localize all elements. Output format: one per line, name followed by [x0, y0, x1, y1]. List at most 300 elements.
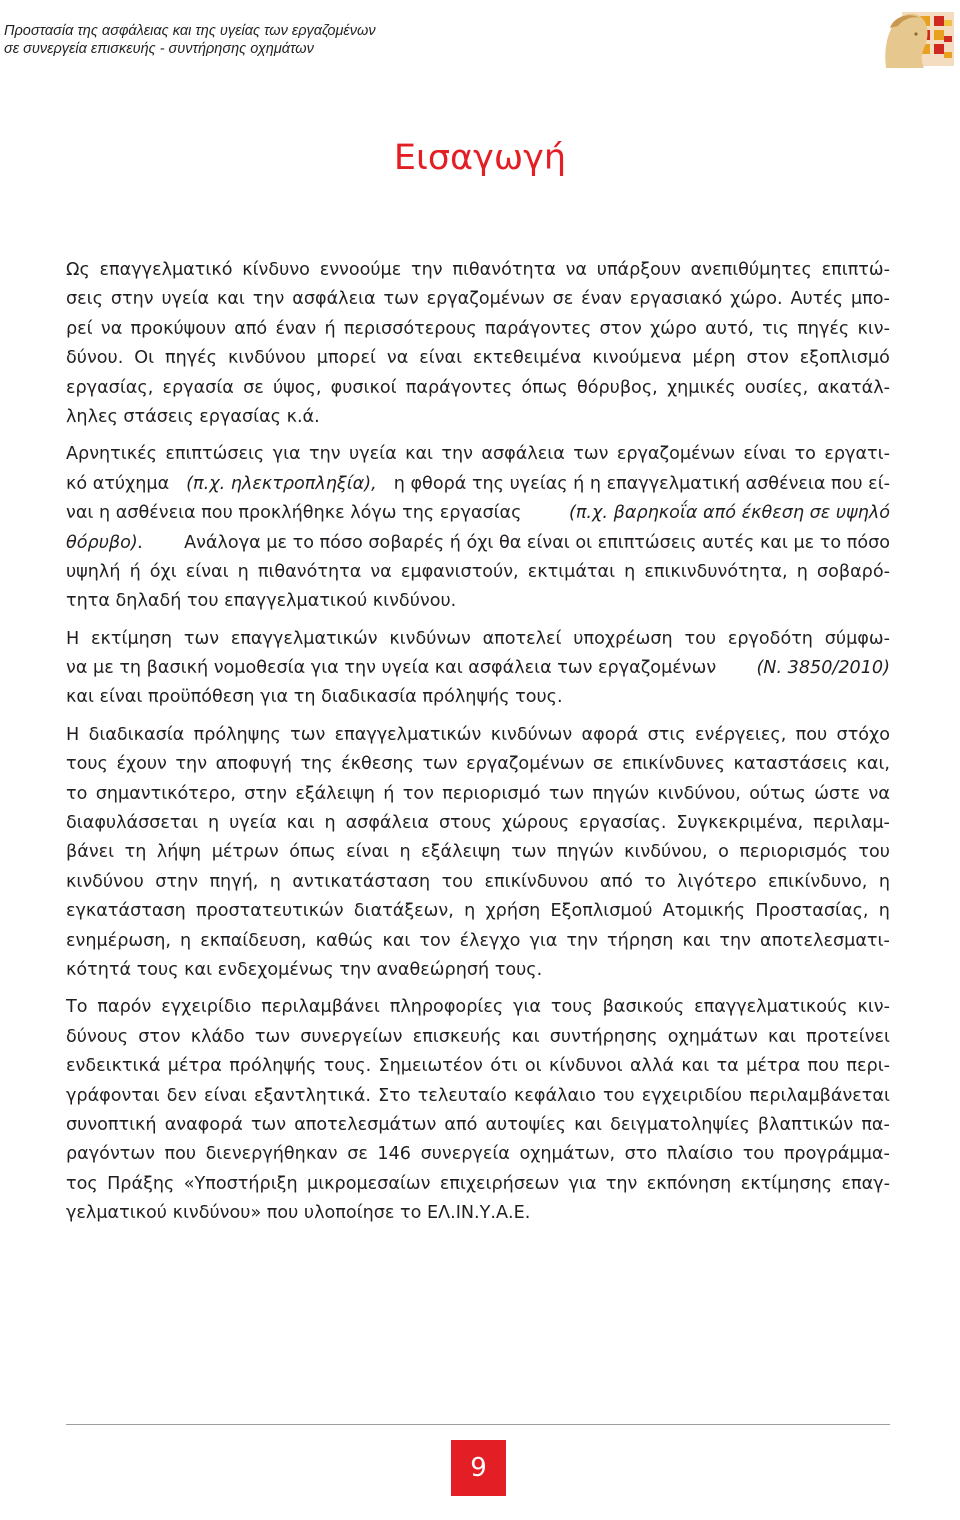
word: από	[444, 1114, 478, 1135]
word: εξαντλητικά.	[253, 1085, 371, 1106]
word: ύψος,	[272, 377, 322, 398]
word: επαγγελματικών	[230, 628, 378, 649]
word: ασφάλεια	[345, 813, 430, 834]
text-line	[66, 470, 890, 499]
word: στις	[647, 724, 686, 745]
head-bust-logo-icon	[880, 6, 956, 72]
word: θόρυβος,	[576, 377, 658, 398]
word: μπορεί	[316, 348, 376, 369]
word: επικίνδυνο,	[768, 871, 868, 892]
text-line	[66, 499, 890, 528]
word: καθώς	[315, 930, 374, 951]
word: όχι	[149, 561, 177, 582]
paragraph-gap	[66, 617, 890, 625]
text-line	[66, 654, 890, 683]
body-text	[66, 256, 890, 1229]
text-line	[66, 1140, 890, 1169]
word: ενέργειες,	[694, 724, 787, 745]
word: την	[719, 930, 751, 951]
word: έκθεσης	[341, 754, 414, 775]
word: εξάλειψη	[421, 842, 501, 863]
word: ενημέρωση,	[66, 930, 171, 951]
word: το	[794, 444, 816, 465]
word: πηγών	[556, 842, 614, 863]
text-line	[66, 558, 890, 587]
text-line	[66, 897, 890, 926]
text-line	[66, 403, 890, 432]
word: ακατάλ-	[817, 377, 890, 398]
word: μέτρων	[211, 842, 279, 863]
word: μπο-	[850, 289, 890, 310]
footer-divider	[66, 1424, 890, 1425]
word: συνοπτική	[66, 1114, 157, 1135]
word: χώρο	[650, 318, 697, 339]
italic-text-segment: (π.χ. ηλεκτροπληξία),	[186, 473, 377, 494]
word: την	[252, 289, 285, 310]
word: τος	[66, 1173, 98, 1194]
word: και	[405, 444, 434, 465]
word: την	[441, 444, 473, 465]
word: είναι	[185, 561, 229, 582]
word: τη	[124, 842, 147, 863]
text-line	[66, 1023, 890, 1052]
word: και	[511, 1026, 540, 1047]
word: και	[768, 1026, 796, 1047]
page-number-box	[451, 1440, 506, 1496]
word: κινδύνων	[490, 724, 573, 745]
word: αναφορά	[164, 1114, 243, 1135]
text-line	[66, 1052, 890, 1081]
text-line	[66, 625, 890, 654]
word: γράφονται	[66, 1085, 160, 1106]
word: διενεργήθηκαν	[205, 1144, 338, 1165]
word: υπάρξουν	[596, 260, 681, 280]
word: και	[682, 930, 711, 951]
word: κιν-	[857, 997, 890, 1018]
word: του	[603, 1085, 635, 1106]
word: αποτελεσμάτων	[294, 1114, 437, 1135]
word: στην	[110, 289, 154, 310]
word: οχημάτων,	[519, 1144, 616, 1165]
word: κινδύνου,	[657, 783, 741, 804]
word: εργοδότη	[727, 628, 813, 649]
word: εργασίας,	[66, 377, 154, 398]
word: εργαζομένων	[426, 289, 545, 310]
word: Προστασίας,	[755, 901, 869, 922]
word: και	[216, 289, 245, 310]
word: είναι	[419, 348, 463, 369]
text-line	[66, 838, 890, 867]
text-line	[66, 285, 890, 314]
paragraph	[66, 993, 890, 1228]
word: και	[286, 813, 315, 834]
word: των	[511, 842, 547, 863]
word: η	[269, 871, 281, 892]
word: που	[807, 1056, 840, 1077]
word: Πράξης	[107, 1173, 175, 1194]
word: διαδικασία	[88, 724, 185, 745]
word: χημικές	[666, 377, 736, 398]
word: εργασιακό	[629, 289, 723, 310]
word: η	[399, 842, 411, 863]
word: της	[300, 754, 333, 775]
word: παρόν	[97, 997, 152, 1018]
page-number: 9	[470, 1453, 487, 1483]
text-segment: να με τη βασική νομοθεσία για την υγεία και ασφάλεια των εργαζομένων	[66, 658, 717, 679]
word: των	[290, 724, 326, 745]
text-line	[66, 721, 890, 750]
text-line	[66, 315, 890, 344]
word: η	[237, 561, 249, 582]
word: εκπόνηση	[646, 1173, 732, 1194]
word: από	[234, 318, 268, 339]
word: ραγόντων	[66, 1144, 155, 1165]
word: την	[566, 930, 599, 951]
word: σε	[347, 1144, 368, 1165]
word: βάνει	[66, 842, 115, 863]
word: Η	[66, 628, 80, 649]
word: διατάξεων,	[353, 901, 454, 922]
word: ουσίες,	[744, 377, 809, 398]
word: εργασία	[162, 377, 234, 398]
word: ούτως	[749, 783, 806, 804]
word: Σημειωτέον	[378, 1056, 483, 1077]
word: χρήση	[485, 901, 541, 922]
word: που	[164, 1144, 197, 1165]
word: εκτίμησης	[740, 1173, 833, 1194]
word: βασικούς	[602, 997, 685, 1018]
word: κίνδυνοι	[548, 1056, 623, 1077]
word: χώρους	[501, 813, 570, 834]
word: του	[441, 871, 474, 892]
word: παράγοντες	[484, 318, 592, 339]
word: η	[208, 813, 220, 834]
word: αποτελεί	[482, 628, 562, 649]
word: των	[548, 783, 585, 804]
text-segment: ναι η ασθένεια που προκλήθηκε λόγω της εργασίας	[66, 503, 522, 524]
word: περιλαμβάνεται	[749, 1085, 890, 1106]
word: πα-	[861, 1114, 890, 1135]
text-line	[66, 683, 890, 712]
word: για	[272, 444, 301, 465]
italic-text-segment: θόρυβο).	[66, 532, 144, 553]
word: κινδύνων	[389, 628, 471, 649]
text-line	[66, 993, 890, 1022]
word: την	[309, 444, 341, 465]
italic-text-segment: (π.χ. βαρηκοΐα από έκθεση σε υψηλό	[568, 503, 890, 524]
word: επιχειρήσεων	[439, 1173, 560, 1194]
word: κίνδυνο	[242, 260, 310, 280]
word: σοβαρό-	[816, 561, 890, 582]
paragraph-gap	[66, 713, 890, 721]
word: επαγγελματικών	[334, 724, 482, 745]
word: μέτρα	[746, 1056, 801, 1077]
word: εκτίμηση	[91, 628, 173, 649]
paragraph	[66, 721, 890, 986]
word: φυσικοί	[330, 377, 397, 398]
word: είναι	[203, 1085, 247, 1106]
word: Ατομικής	[662, 901, 746, 922]
word: οχημάτων	[667, 1026, 758, 1047]
word: πληροφορίες	[389, 997, 504, 1018]
word: των	[383, 289, 419, 310]
word: του	[684, 628, 717, 649]
text-line	[66, 440, 890, 469]
word: προστατευτικών	[195, 901, 344, 922]
word: κινδύνου	[227, 348, 306, 369]
word: λιγότερο	[677, 871, 757, 892]
word: αντικατάσταση	[292, 871, 431, 892]
paragraph	[66, 256, 890, 432]
text-line	[66, 868, 890, 897]
word: επικινδυνότητα,	[644, 561, 788, 582]
word: έχουν	[116, 754, 167, 775]
word: την	[411, 260, 443, 280]
word: για	[568, 1173, 597, 1194]
paragraph	[66, 440, 890, 616]
text-line	[66, 1199, 890, 1228]
word: στον	[746, 348, 789, 369]
word: τήρηση	[607, 930, 674, 951]
word: επαγγελματικούς	[694, 997, 848, 1018]
word: αφορά	[581, 724, 639, 745]
text-segment: ληλες στάσεις εργασίας κ.ά.	[66, 406, 320, 427]
word: τον	[419, 930, 451, 951]
word: και	[681, 1056, 710, 1077]
word: επιπτώσεις	[165, 444, 265, 465]
word: η	[878, 871, 890, 892]
word: και	[382, 930, 411, 951]
word: η	[796, 561, 808, 582]
word: ή	[324, 318, 336, 339]
word: τους	[66, 754, 108, 775]
word: να	[100, 318, 123, 339]
word: κινούμενα	[592, 348, 682, 369]
word: για	[513, 997, 542, 1018]
word: η	[180, 930, 192, 951]
text-segment: γελματικού κινδύνου» που υλοποίησε το ΕΛ.ΙΝ.Υ.Α.Ε.	[66, 1203, 531, 1224]
word: η	[878, 901, 890, 922]
word: εργασίας.	[579, 813, 667, 834]
text-line	[66, 956, 890, 985]
word: εγκατάσταση	[66, 901, 186, 922]
word: την	[605, 1173, 638, 1194]
word: επιπτώ-	[821, 260, 890, 280]
word: τις	[762, 318, 790, 339]
word: να	[370, 561, 392, 582]
word: σεις	[66, 289, 103, 310]
word: περι-	[846, 1056, 890, 1077]
paragraph-gap	[66, 432, 890, 440]
paragraph	[66, 625, 890, 713]
word: ώστε	[814, 783, 861, 804]
word: πηγή,	[209, 871, 259, 892]
word: που	[795, 724, 828, 745]
word: συνεργείων	[300, 1026, 403, 1047]
word: επικίνδυνου	[484, 871, 589, 892]
word: τον	[402, 783, 434, 804]
word: από	[599, 871, 633, 892]
word: ότι	[490, 1056, 518, 1077]
word: έναν	[581, 289, 622, 310]
word: Οι	[134, 348, 155, 369]
word: για	[529, 930, 558, 951]
word: «Υποστήριξη	[183, 1173, 298, 1194]
word: και,	[856, 754, 890, 775]
word: των	[422, 754, 458, 775]
header-line-2: σε συνεργεία επισκευής - συντήρησης οχημάτων	[4, 41, 314, 57]
word: στον	[138, 1026, 181, 1047]
word: Αρνητικές	[66, 444, 157, 465]
word: Συγκεκριμένα,	[676, 813, 804, 834]
word: προτείνει	[806, 1026, 890, 1047]
word: δύνους	[66, 1026, 129, 1047]
word: εκπαίδευση,	[200, 930, 307, 951]
text-line	[66, 587, 890, 616]
word: επισκευής	[412, 1026, 502, 1047]
word: αλλά	[629, 1056, 674, 1077]
word: αυτό,	[705, 318, 754, 339]
word: σε	[552, 289, 574, 310]
page-title: Εισαγωγή	[393, 138, 567, 178]
word: εξοπλισμό	[799, 348, 890, 369]
text-line	[66, 780, 890, 809]
text-line	[66, 1111, 890, 1140]
word: περιορισμός	[739, 842, 848, 863]
word: κιν-	[857, 318, 890, 339]
word: πηγές	[797, 318, 850, 339]
word: αποφυγή	[215, 754, 292, 775]
italic-text-segment: (Ν. 3850/2010)	[756, 658, 890, 679]
word: των	[254, 1026, 291, 1047]
word: 146	[377, 1144, 412, 1165]
text-line	[66, 374, 890, 403]
word: προκύψουν	[130, 318, 226, 339]
text-line	[66, 1082, 890, 1111]
word: μέτρα	[167, 1056, 222, 1077]
word: λήψη	[156, 842, 202, 863]
word: εργαζομένων	[466, 754, 585, 775]
word: εμφανιστούν,	[400, 561, 519, 582]
word: σημαντικότερο,	[95, 783, 236, 804]
text-line	[66, 927, 890, 956]
word: υγεία	[349, 444, 397, 465]
word: εκτεθειμένα	[473, 348, 582, 369]
word: το	[66, 783, 88, 804]
word: κινδύνου,	[624, 842, 708, 863]
word: Ως	[66, 260, 90, 280]
word: να	[386, 348, 409, 369]
word: στο	[624, 1144, 658, 1165]
word: περισσότερους	[343, 318, 477, 339]
word: στους	[438, 813, 492, 834]
word: συνεργεία	[420, 1144, 510, 1165]
word: αυτοψίες	[485, 1114, 566, 1135]
word: δύνου.	[66, 348, 124, 369]
word: χώρο.	[730, 289, 783, 310]
word: σε	[592, 754, 614, 775]
word: κλάδο	[190, 1026, 245, 1047]
word: Εξοπλισμού	[550, 901, 653, 922]
word: υγεία	[229, 813, 277, 834]
word: τους	[550, 997, 593, 1018]
word: επαγ-	[841, 1173, 890, 1194]
word: δειγματοληψίες	[610, 1114, 750, 1135]
word: να	[868, 783, 890, 804]
word: όπως	[521, 377, 568, 398]
word: και	[574, 1114, 602, 1135]
word: υψηλή	[66, 561, 121, 582]
word: υγεία	[161, 289, 210, 310]
word: αποτελεσματι-	[760, 930, 890, 951]
word: εγχειρίδιο	[161, 997, 252, 1018]
text-line	[66, 750, 890, 779]
text-segment: η φθορά της υγείας ή η επαγγελματική ασθένεια που εί-	[393, 473, 890, 494]
word: ρεί	[66, 318, 93, 339]
word: υποχρέωση	[573, 628, 673, 649]
word: είναι	[743, 444, 787, 465]
text-segment: τητα δηλαδή του επαγγελματικού κινδύνου.	[66, 591, 457, 612]
text-line	[66, 344, 890, 373]
paragraph-gap	[66, 985, 890, 993]
word: πρόληψης	[193, 724, 281, 745]
word: είναι	[346, 842, 389, 863]
word: πηγές	[165, 348, 217, 369]
word: εργαζομένων	[616, 444, 735, 465]
word: διαφυλάσσεται	[66, 813, 199, 834]
word: έλεγχο	[459, 930, 521, 951]
word: τους.	[323, 1056, 372, 1077]
word: βλαπτικών	[757, 1114, 854, 1135]
word: του	[742, 1144, 775, 1165]
word: πιθανότητα	[257, 561, 362, 582]
word: περιλαμ-	[813, 813, 890, 834]
word: στην	[155, 871, 199, 892]
word: ο	[718, 842, 729, 863]
word: πιθανότητα	[452, 260, 556, 280]
word: ή	[383, 783, 395, 804]
word: ασφάλεια	[481, 444, 565, 465]
text-segment: Ανάλογα με το πόσο σοβαρές ή όχι θα είναι οι επιπτώσεις αυτές και με το πόσο	[184, 532, 890, 553]
word: Στο	[378, 1085, 411, 1106]
word: την	[175, 754, 208, 775]
word: ανεπιθύμητες	[690, 260, 812, 280]
text-segment: κό ατύχημα	[66, 473, 170, 494]
word: τα	[716, 1056, 739, 1077]
word: τελευταίο	[417, 1085, 507, 1106]
word: έναν	[275, 318, 317, 339]
word: πρόληψής	[229, 1056, 317, 1077]
word: ενδεικτικά	[66, 1056, 161, 1077]
word: ή	[129, 561, 141, 582]
word: εννοούμε	[319, 260, 402, 280]
word: στόχο	[836, 724, 890, 745]
text-segment: και είναι προϋπόθεση για τη διαδικασία πρόληψής τους.	[66, 687, 563, 708]
word: παράγοντες	[405, 377, 513, 398]
word: όπως	[289, 842, 336, 863]
word: περιορισμό	[442, 783, 541, 804]
text-line	[66, 529, 890, 558]
header-line-1: Προστασία της ασφάλειας και της υγείας των εργαζομένων	[4, 23, 376, 39]
word: το	[644, 871, 666, 892]
word: στην	[244, 783, 288, 804]
word: εκτιμάται	[527, 561, 616, 582]
word: Το	[66, 997, 88, 1018]
word: οι	[524, 1056, 542, 1077]
word: των	[183, 628, 220, 649]
word: πηγών	[592, 783, 650, 804]
word: πλαίσιο	[666, 1144, 734, 1165]
